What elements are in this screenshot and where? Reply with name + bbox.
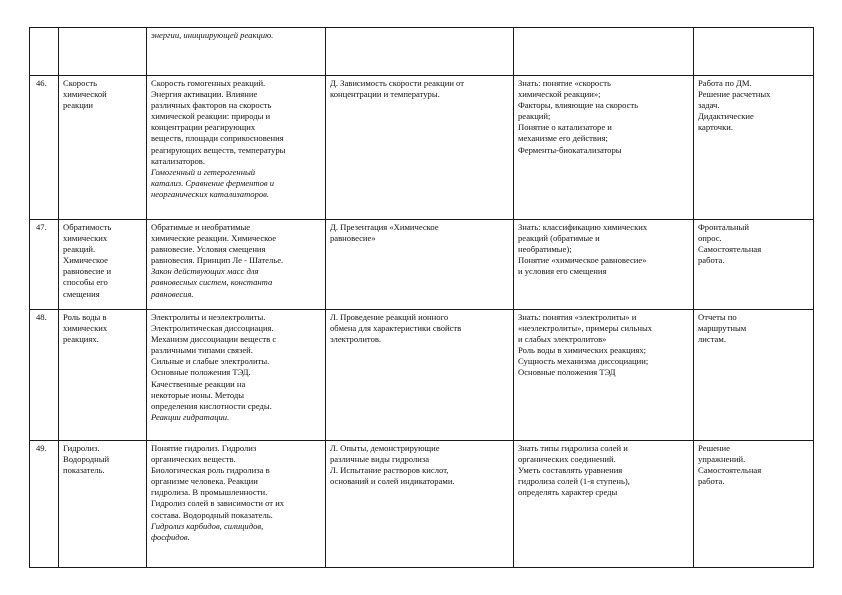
- control-cell: [694, 441, 814, 568]
- topic-line: химических: [63, 323, 108, 334]
- requirements-line: Основные положения ТЭД: [518, 367, 616, 378]
- control-line: Отчеты по: [698, 312, 737, 322]
- requirements-line: Понятие о катализаторе и: [518, 122, 612, 133]
- content-line: Гидролиз солей в зависимости от их: [151, 498, 285, 509]
- table-row: [30, 76, 814, 220]
- content-line: гидролиза. В промышленности.: [151, 487, 268, 498]
- control-line: опрос.: [698, 233, 722, 244]
- requirements-line: Знать типы гидролиза солей и: [518, 443, 628, 453]
- topic-line: Скорость: [63, 78, 98, 88]
- topic-line: химических: [63, 233, 108, 244]
- control-line: Решение: [698, 443, 730, 453]
- demo-line: Л. Опыты, демонстрирующие: [330, 443, 440, 453]
- topic-line: Химическое: [63, 255, 108, 266]
- row-number: 47.: [36, 222, 47, 232]
- requirements-cell: [514, 76, 694, 220]
- content-line: энергии, инициирующей реакцию.: [151, 30, 274, 40]
- demo-cell: [326, 220, 514, 310]
- control-line: Самостоятельная: [698, 244, 762, 255]
- content-line: органических веществ.: [151, 454, 236, 465]
- content-line: различных факторов на скорость: [151, 100, 272, 111]
- content-line: Реакции гидратации.: [151, 411, 230, 422]
- control-line: карточки.: [698, 122, 734, 133]
- requirements-cell: [514, 220, 694, 310]
- row-number-cell: [30, 220, 59, 310]
- requirements-line: Знать: понятия «электролиты» и: [518, 312, 637, 322]
- content-cell: [147, 310, 326, 441]
- control-line: упражнений.: [698, 454, 746, 465]
- content-line: Основные положения ТЭД.: [151, 367, 251, 378]
- table-row: [30, 441, 814, 568]
- demo-cell: [326, 441, 514, 568]
- content-line: неорганических катализаторов.: [151, 188, 270, 199]
- topic-line: химической: [63, 89, 107, 100]
- table-row: [30, 310, 814, 441]
- row-number-cell: [30, 76, 59, 220]
- demo-line: обмена для характеристики свойств: [330, 323, 462, 334]
- content-cell: [147, 220, 326, 310]
- demo-line: равновесие»: [330, 233, 376, 244]
- content-line: равновесие. Условия смещения: [151, 244, 266, 255]
- topic-line: Обратимость: [63, 222, 112, 232]
- content-line: реагирующих веществ, температуры: [151, 144, 286, 155]
- control-line: Работа по ДМ.: [698, 78, 752, 88]
- control-cell: [694, 220, 814, 310]
- demo-line: Д. Зависимость скорости реакции от: [330, 78, 465, 88]
- topic-line: Гидролиз.: [63, 443, 100, 453]
- control-cell: [694, 28, 814, 76]
- content-line: катализаторов.: [151, 155, 206, 166]
- requirements-cell: [514, 441, 694, 568]
- demo-line: электролитов.: [330, 334, 382, 345]
- control-line: задач.: [698, 100, 720, 111]
- row-number: 48.: [36, 312, 47, 322]
- content-line: Энергия активации. Влияние: [151, 89, 258, 100]
- topic-cell: [59, 28, 147, 76]
- content-line: Биологическая роль гидролиза в: [151, 465, 270, 476]
- topic-cell: [59, 310, 147, 441]
- row-number: 49.: [36, 443, 47, 453]
- row-number: 46.: [36, 78, 47, 88]
- content-line: равновесия. Принцип Ле - Шателье.: [151, 255, 284, 266]
- requirements-cell: [514, 28, 694, 76]
- content-line: некоторые ионы. Методы: [151, 389, 245, 400]
- requirements-line: и слабых электролитов»: [518, 334, 607, 345]
- row-number-cell: [30, 441, 59, 568]
- requirements-line: Сущность механизма диссоциации;: [518, 356, 649, 367]
- requirements-line: «неэлектролиты», примеры сильных: [518, 323, 653, 334]
- table-row: [30, 28, 814, 76]
- control-line: маршрутным: [698, 323, 747, 334]
- content-line: равновесия.: [151, 288, 194, 299]
- topic-line: Роль воды в: [63, 312, 107, 322]
- requirements-line: Понятие «химическое равновесие»: [518, 255, 647, 266]
- content-line: Понятие гидролиз. Гидролиз: [151, 443, 257, 453]
- topic-line: способы его: [63, 277, 108, 288]
- control-line: Фронтальный: [698, 222, 749, 232]
- requirements-line: Ферменты-биокатализаторы: [518, 144, 622, 155]
- control-cell: [694, 76, 814, 220]
- content-line: Электролитическая диссоциация.: [151, 323, 274, 334]
- demo-line: оснований и солей индикаторами.: [330, 476, 455, 487]
- requirements-line: органических соединений.: [518, 454, 616, 465]
- content-line: Скорость гомогенных реакций.: [151, 78, 266, 88]
- control-cell: [694, 310, 814, 441]
- lesson-plan-table: [29, 27, 814, 568]
- topic-line: смещения: [63, 288, 100, 299]
- content-line: Обратимые и необратимые: [151, 222, 251, 232]
- requirements-line: Роль воды в химических реакциях;: [518, 345, 647, 356]
- demo-line: Л. Испытание растворов кислот,: [330, 465, 449, 476]
- content-line: равновесных систем, константа: [151, 277, 273, 288]
- row-number-cell: [30, 28, 59, 76]
- content-line: Закон действующих масс для: [151, 266, 259, 277]
- row-number-cell: [30, 310, 59, 441]
- content-line: Гомогенный и гетерогенный: [151, 166, 256, 177]
- table-row: [30, 220, 814, 310]
- requirements-line: гидролиза солей (1-я ступень),: [518, 476, 630, 487]
- requirements-line: и условия его смещения: [518, 266, 607, 277]
- requirements-line: Уметь составлять уравнения: [518, 465, 623, 476]
- topic-cell: [59, 76, 147, 220]
- requirements-line: реакций (обратимые и: [518, 233, 600, 244]
- demo-line: Д. Презентация «Химическое: [330, 222, 439, 232]
- content-line: состава. Водородный показатель.: [151, 509, 273, 520]
- content-line: определения кислотности среды.: [151, 400, 272, 411]
- topic-line: реакций.: [63, 244, 96, 255]
- content-line: химической реакции: природы и: [151, 111, 271, 122]
- content-line: Гидролиз карбидов, силицидов,: [151, 520, 264, 531]
- demo-cell: [326, 28, 514, 76]
- demo-cell: [326, 310, 514, 441]
- content-line: Механизм диссоциации веществ с: [151, 334, 277, 345]
- control-line: Самостоятельная: [698, 465, 762, 476]
- demo-line: концентрации и температуры.: [330, 89, 440, 100]
- topic-line: реакции: [63, 100, 94, 111]
- content-cell: [147, 76, 326, 220]
- requirements-line: определять характер среды: [518, 487, 618, 498]
- demo-cell: [326, 76, 514, 220]
- demo-line: Л. Проведение реакций ионного: [330, 312, 449, 322]
- content-line: химические реакции. Химическое: [151, 233, 277, 244]
- topic-cell: [59, 220, 147, 310]
- topic-cell: [59, 441, 147, 568]
- requirements-line: Факторы, влияющие на скорость: [518, 100, 639, 111]
- requirements-line: Знать: классификацию химических: [518, 222, 648, 232]
- control-line: Решение расчетных: [698, 89, 771, 100]
- demo-line: различные виды гидролиза: [330, 454, 430, 465]
- topic-line: равновесие и: [63, 266, 112, 277]
- content-line: веществ, площади соприкосновения: [151, 133, 284, 144]
- content-line: Сильные и слабые электролиты.: [151, 356, 270, 367]
- content-line: фосфидов.: [151, 531, 190, 542]
- content-line: катализ. Сравнение ферментов и: [151, 177, 275, 188]
- content-cell: [147, 441, 326, 568]
- requirements-line: механизме его действия;: [518, 133, 608, 144]
- control-line: работа.: [698, 255, 725, 266]
- requirements-line: реакций;: [518, 111, 551, 122]
- content-line: Качественные реакции на: [151, 378, 246, 389]
- control-line: листам.: [698, 334, 726, 345]
- control-line: работа.: [698, 476, 725, 487]
- requirements-line: Знать: понятие «скорость: [518, 78, 611, 88]
- content-line: концентрации реагирующих: [151, 122, 256, 133]
- requirements-line: химической реакции»;: [518, 89, 601, 100]
- topic-line: реакциях.: [63, 334, 99, 345]
- requirements-cell: [514, 310, 694, 441]
- content-line: организме человека. Реакции: [151, 476, 258, 487]
- topic-line: показатель.: [63, 465, 105, 476]
- control-line: Дидактические: [698, 111, 754, 122]
- content-cell: [147, 28, 326, 76]
- content-line: Электролиты и неэлектролиты.: [151, 312, 266, 322]
- topic-line: Водородный: [63, 454, 110, 465]
- content-line: различными типами связей.: [151, 345, 253, 356]
- requirements-line: необратимые);: [518, 244, 572, 255]
